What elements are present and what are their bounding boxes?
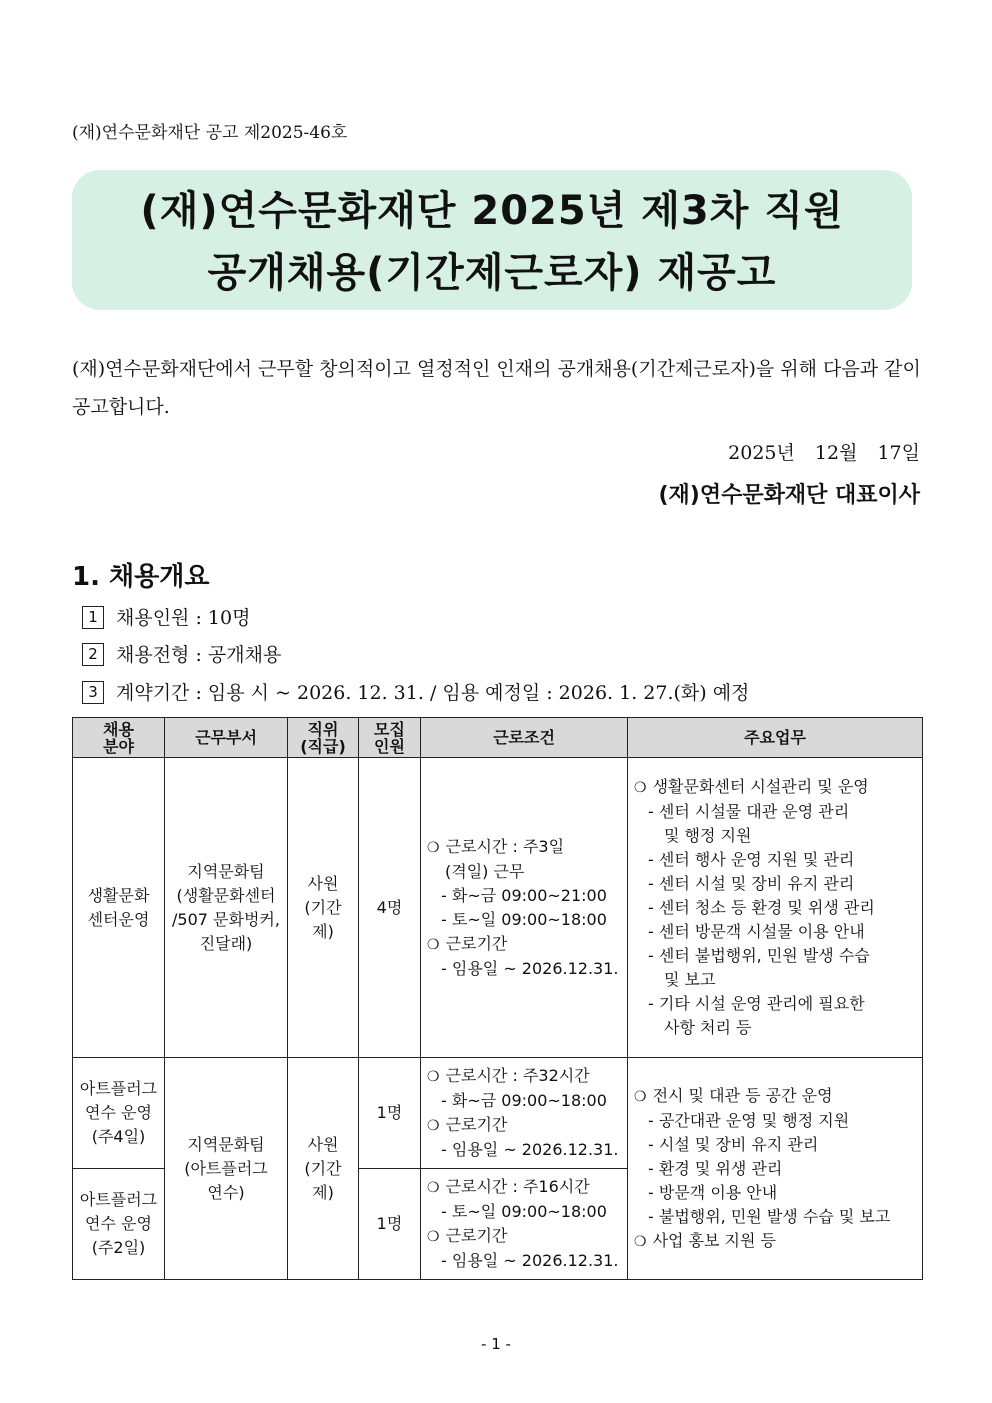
cell-conditions: ❍ 근로시간 : 주16시간 - 토~일 09:00~18:00 ❍ 근로기간 - 임용일 ~ 2026.12.31. <box>421 1169 628 1280</box>
notice-number: (재)연수문화재단 공고 제2025-46호 <box>72 123 348 143</box>
overview-item <box>82 678 749 705</box>
issuer-signature: (재)연수문화재단 대표이사 <box>658 483 920 508</box>
recruitment-table <box>72 717 923 1280</box>
title-line-2: 공개채용(기간제근로자) 재공고 <box>207 250 777 296</box>
cell-conditions: ❍ 근로시간 : 주3일 (격일) 근무 - 화~금 09:00~21:00 - 토~일 09:00~18:00 ❍ 근로기간 - 임용일 ~ 2026.12.31. <box>421 758 628 1058</box>
cell-duties: ❍ 전시 및 대관 등 공간 운영 - 공간대관 운영 및 행정 지원 - 시설 및 장비 유지 관리 - 환경 및 위생 관리 - 방문객 이용 안내 - 불법행위, 민원 발생 수습 및 보고 ❍ 사업 홍보 지원 등 <box>628 1058 923 1280</box>
cell-rank: 사원 (기간제) <box>288 1058 359 1280</box>
cell-count: 1명 <box>359 1058 421 1169</box>
overview-item <box>82 640 281 667</box>
page-number: - 1 - <box>481 1335 511 1353</box>
item-number-box: 1 <box>82 606 104 629</box>
section-heading-overview: 1. 채용개요 <box>72 562 210 592</box>
cell-count: 1명 <box>359 1169 421 1280</box>
header-count: 모집 인원 <box>359 718 421 758</box>
item-number-box: 3 <box>82 681 104 704</box>
cell-count: 4명 <box>359 758 421 1058</box>
cell-field: 생활문화 센터운영 <box>73 758 165 1058</box>
header-dept: 근무부서 <box>165 718 288 758</box>
cell-dept: 지역문화팀 (생활문화센터 /507 문화벙커, 진달래) <box>165 758 288 1058</box>
cell-rank: 사원 (기간제) <box>288 758 359 1058</box>
header-duties: 주요업무 <box>628 718 923 758</box>
header-rank: 직위 (직급) <box>288 718 359 758</box>
title-banner <box>72 170 912 310</box>
title-line-1: (재)연수문화재단 2025년 제3차 직원 <box>140 188 844 234</box>
intro-paragraph: (재)연수문화재단에서 근무할 창의적이고 열정적인 인재의 공개채용(기간제근로자)을 위해 다음과 같이 공고합니다. <box>72 358 921 418</box>
cell-field: 아트플러그 연수 운영 (주4일) <box>73 1058 165 1169</box>
table-row <box>73 1058 923 1169</box>
cell-duties: ❍ 생활문화센터 시설관리 및 운영 - 센터 시설물 대관 운영 관리 및 행정 지원 - 센터 행사 운영 지원 및 관리 - 센터 시설 및 장비 유지 관리 - 센터 청소 등 환경 및 위생 관리 - 센터 방문객 시설물 이용 안내 - 센터 불법행위, 민원 발생 수습 및 보고 - 기타 시설 운영 관리에 필요한 사항 처리 등 <box>628 758 923 1058</box>
table-row <box>73 758 923 1058</box>
overview-item-text: 계약기간 : 임용 시 ~ 2026. 12. 31. / 임용 예정일 : 2026. 1. 27.(화) 예정 <box>116 682 750 704</box>
overview-item-text: 채용인원 : 10명 <box>116 607 251 629</box>
header-conditions: 근로조건 <box>421 718 628 758</box>
cell-conditions: ❍ 근로시간 : 주32시간 - 화~금 09:00~18:00 ❍ 근로기간 - 임용일 ~ 2026.12.31. <box>421 1058 628 1169</box>
overview-item <box>82 603 250 630</box>
header-field: 채용 분야 <box>73 718 165 758</box>
overview-item-text: 채용전형 : 공개채용 <box>116 644 282 666</box>
cell-dept: 지역문화팀 (아트플러그 연수) <box>165 1058 288 1280</box>
item-number-box: 2 <box>82 643 104 666</box>
cell-field: 아트플러그 연수 운영 (주2일) <box>73 1169 165 1280</box>
table-header-row <box>73 718 923 758</box>
notice-date: 2025년 12월 17일 <box>728 442 920 464</box>
